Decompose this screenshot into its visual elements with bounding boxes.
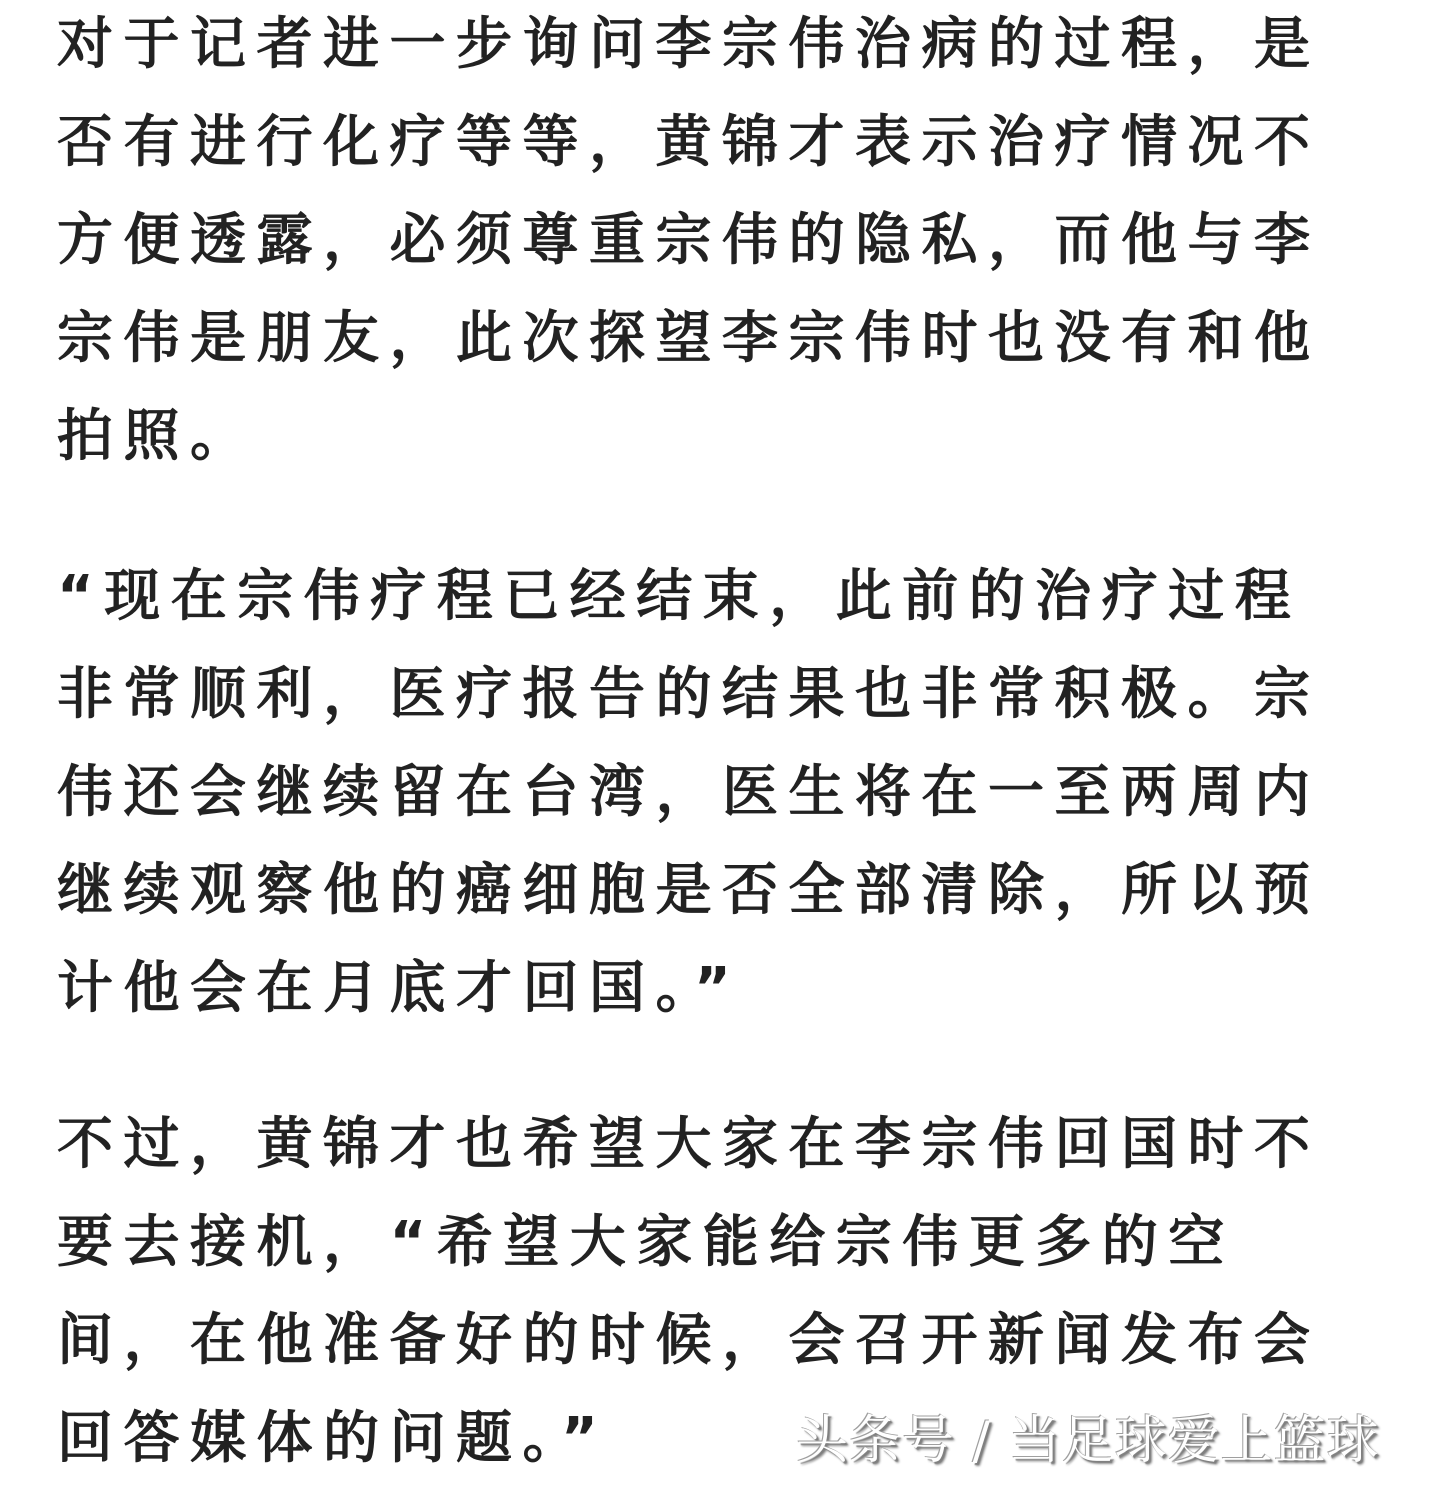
text-line: 计他会在月底才回国。”	[57, 956, 742, 1021]
text-line: 间，在他准备好的时候，会召开新闻发布会	[57, 1308, 1321, 1373]
text-line: 对于记者进一步询问李宗伟治病的过程，是	[57, 12, 1321, 77]
text-line: 伟还会继续留在台湾，医生将在一至两周内	[57, 760, 1321, 825]
source-watermark: 头条号 / 当足球爱上篮球	[796, 1411, 1380, 1471]
text-line: “现在宗伟疗程已经结束，此前的治疗过程	[57, 564, 1302, 629]
text-line: 回答媒体的问题。”	[57, 1406, 609, 1471]
text-line: 继续观察他的癌细胞是否全部清除，所以预	[57, 858, 1321, 923]
text-line: 否有进行化疗等等，黄锦才表示治疗情况不	[57, 110, 1321, 175]
text-line: 非常顺利，医疗报告的结果也非常积极。宗	[57, 662, 1321, 727]
text-line: 拍照。	[57, 404, 257, 469]
text-line: 要去接机，“希望大家能给宗伟更多的空	[57, 1210, 1235, 1275]
text-line: 不过，黄锦才也希望大家在李宗伟回国时不	[57, 1112, 1321, 1177]
text-line: 宗伟是朋友，此次探望李宗伟时也没有和他	[57, 306, 1321, 371]
text-line: 方便透露，必须尊重宗伟的隐私，而他与李	[57, 208, 1321, 273]
